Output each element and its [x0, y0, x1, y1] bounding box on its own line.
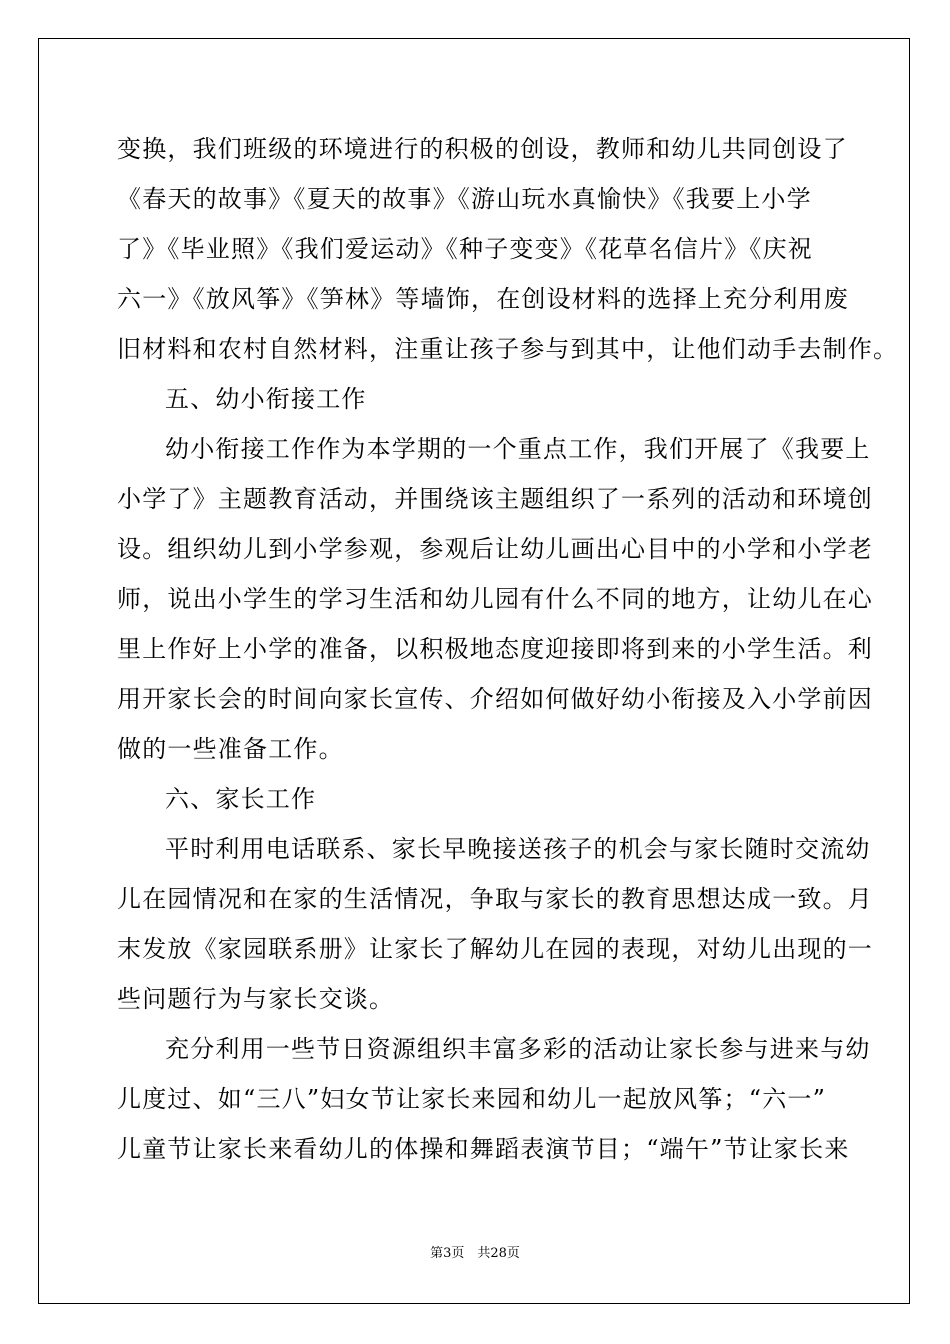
text-line: 儿度过、如“三八”妇女节让家长来园和幼儿一起放风筝；“六一”: [117, 1085, 827, 1113]
text-line: 充分利用一些节日资源组织丰富多彩的活动让家长参与进来与幼: [165, 1035, 871, 1063]
text-line: 六一》《放风筝》《笋林》等墙饰，在创设材料的选择上充分利用废: [117, 285, 849, 313]
text-line: 《春天的故事》《夏天的故事》《游山玩水真愉快》《我要上小学: [117, 185, 812, 213]
section-heading: 五、幼小衔接工作: [165, 385, 367, 413]
text-line: 了》《毕业照》《我们爱运动》《种子变变》《花草名信片》《庆祝: [117, 235, 813, 263]
section-heading: 六、家长工作: [165, 785, 317, 813]
text-line: 设。组织幼儿到小学参观，参观后让幼儿画出心目中的小学和小学老: [117, 535, 873, 563]
text-line: 做的一些准备工作。: [117, 735, 344, 763]
text-line: 师，说出小学生的学习生活和幼儿园有什么不同的地方，让幼儿在心: [117, 585, 873, 613]
document-body: [117, 124, 899, 1174]
text-line: 儿童节让家长来看幼儿的体操和舞蹈表演节目；“端午”节让家长来: [117, 1135, 850, 1163]
text-line: 平时利用电话联系、家长早晚接送孩子的机会与家长随时交流幼: [165, 835, 871, 863]
text-line: 用开家长会的时间向家长宣传、介绍如何做好幼小衔接及入小学前因: [117, 685, 873, 713]
text-line: 幼小衔接工作作为本学期的一个重点工作，我们开展了《我要上: [165, 435, 871, 463]
text-line: 旧材料和农村自然材料，注重让孩子参与到其中，让他们动手去制作。: [117, 335, 899, 363]
text-line: 末发放《家园联系册》让家长了解幼儿在园的表现，对幼儿出现的一: [117, 935, 873, 963]
text-line: 里上作好上小学的准备，以积极地态度迎接即将到来的小学生活。利: [117, 635, 873, 663]
text-line: 变换，我们班级的环境进行的积极的创设，教师和幼儿共同创设了: [117, 135, 848, 163]
text-line: 儿在园情况和在家的生活情况，争取与家长的教育思想达成一致。月: [117, 885, 873, 913]
text-line: 些问题行为与家长交谈。: [117, 985, 395, 1013]
page-number: 第3页 共28页: [430, 1246, 520, 1261]
text-line: 小学了》主题教育活动，并围绕该主题组织了一系列的活动和环境创: [117, 485, 873, 513]
